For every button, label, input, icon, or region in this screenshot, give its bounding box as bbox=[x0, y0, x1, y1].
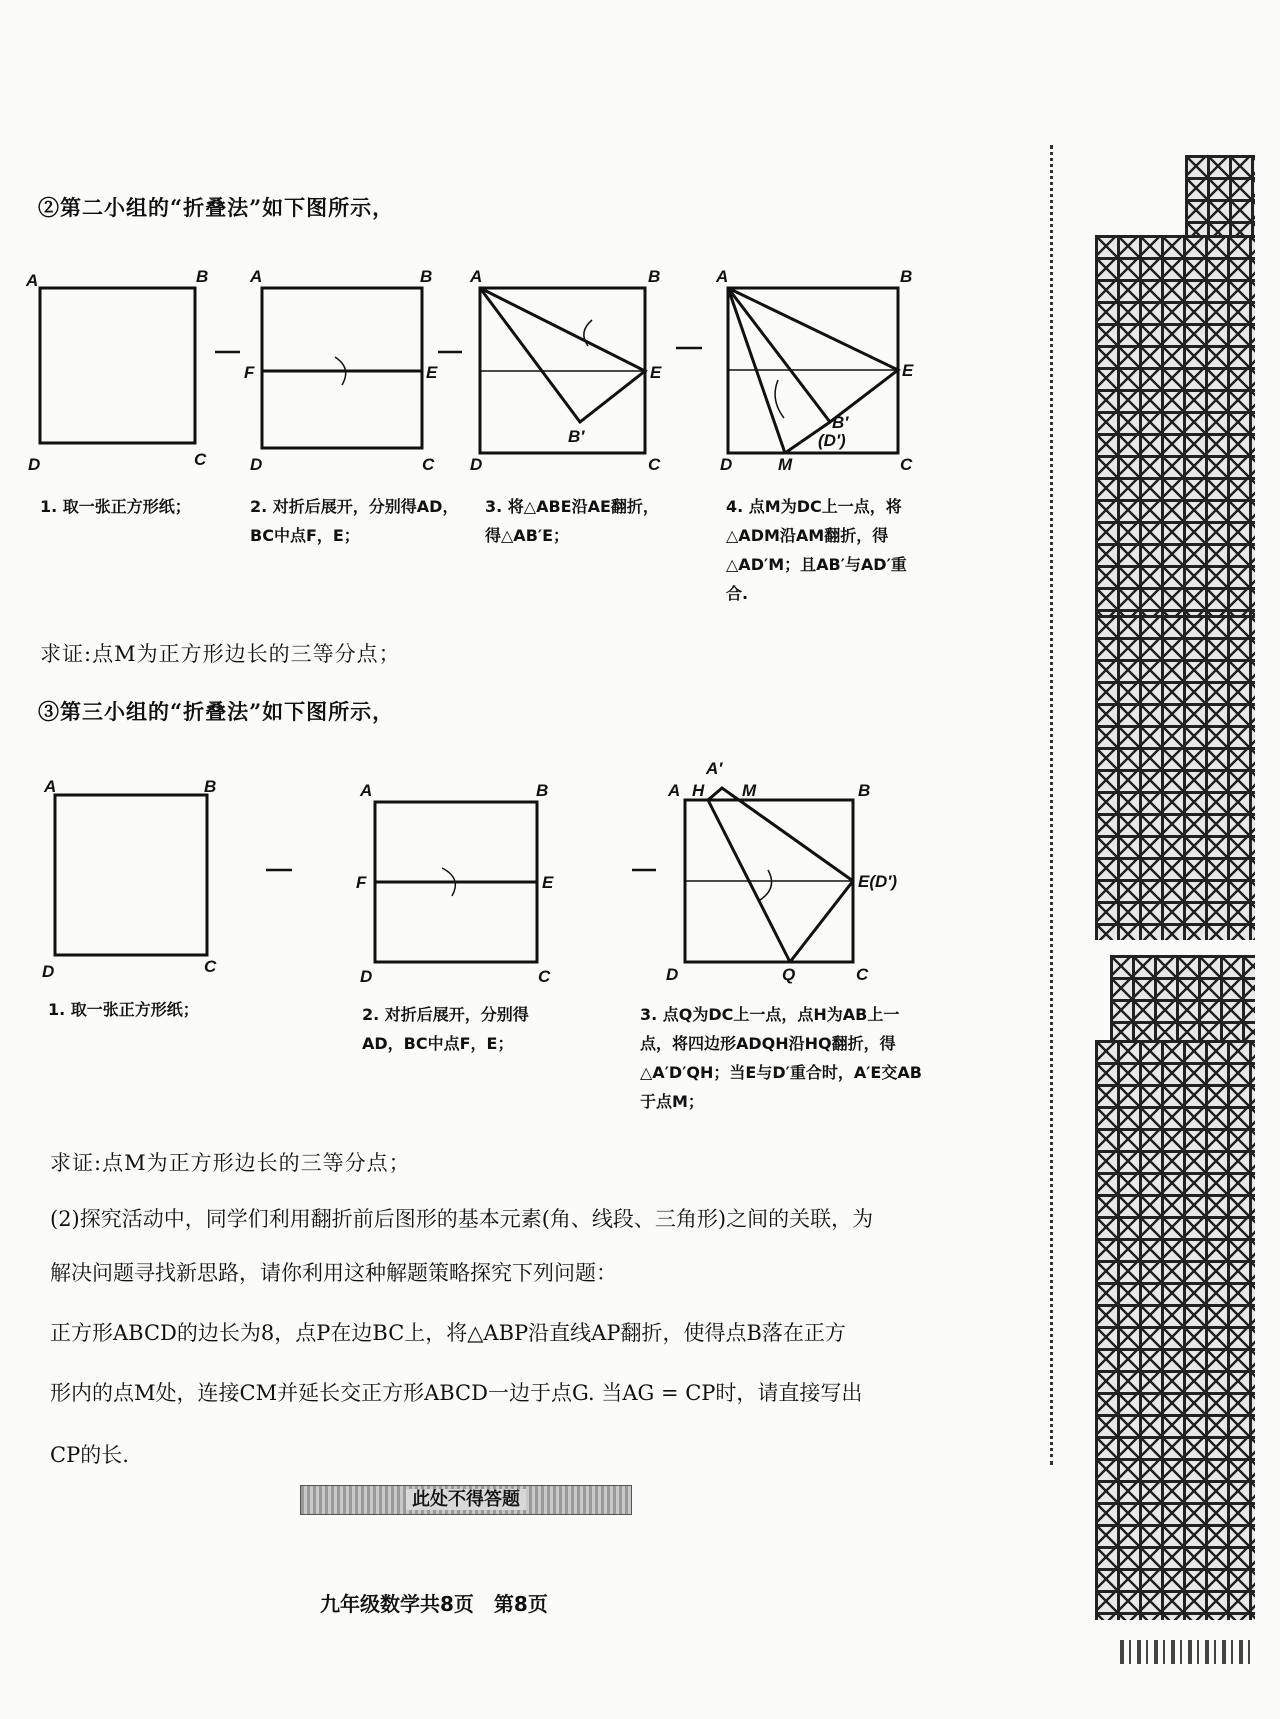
label-M: M bbox=[778, 455, 793, 474]
segment-HApE bbox=[708, 788, 853, 881]
label-D: D bbox=[250, 455, 263, 474]
label-A: A bbox=[716, 267, 729, 286]
label-M: M bbox=[742, 781, 757, 800]
label-C: C bbox=[538, 967, 551, 986]
margin-pattern bbox=[1185, 155, 1255, 235]
part2-line-3: 正方形ABCD的边长为8，点P在边BC上，将△ABP沿直线AP翻折，使得点B落在正方 bbox=[50, 1321, 846, 1345]
label-A: A bbox=[250, 267, 263, 286]
label-A: A bbox=[360, 781, 373, 800]
fold-arc bbox=[775, 380, 784, 418]
label-E: E bbox=[426, 363, 438, 382]
label-E: E bbox=[542, 873, 554, 892]
section2-caption-3: 3. 将△ABE沿AE翻折，得△AB′E； bbox=[485, 497, 659, 545]
margin-pattern bbox=[1095, 235, 1255, 615]
label-B: B bbox=[196, 267, 209, 286]
label-D: D bbox=[720, 455, 733, 474]
section3-caption-1: 1. 取一张正方形纸； bbox=[48, 1000, 199, 1019]
label-D: D bbox=[470, 455, 483, 474]
label-B: B bbox=[858, 781, 871, 800]
square-figure-2 bbox=[262, 288, 422, 448]
label-Ap: A′ bbox=[706, 759, 723, 778]
section2-heading: ②第二小组的“折叠法”如下图所示， bbox=[38, 195, 395, 220]
page-footer: 九年级数学共8页 第8页 bbox=[320, 1592, 548, 1616]
label-F: F bbox=[244, 363, 255, 382]
label-E: E bbox=[650, 363, 662, 382]
label-C: C bbox=[900, 455, 913, 474]
margin-pattern bbox=[1110, 955, 1255, 1040]
label-D: D bbox=[666, 965, 679, 984]
label-A: A bbox=[470, 267, 483, 286]
margin-pattern bbox=[1095, 1040, 1255, 1620]
section2-caption-1: 1. 取一张正方形纸； bbox=[40, 497, 191, 516]
section3-heading: ③第三小组的“折叠法”如下图所示， bbox=[38, 699, 395, 724]
margin-pattern bbox=[1095, 615, 1255, 940]
section3-figures bbox=[0, 750, 960, 990]
label-A: A bbox=[668, 781, 681, 800]
label-C: C bbox=[422, 455, 435, 474]
fold-arc bbox=[760, 870, 772, 900]
label-Q: Q bbox=[782, 965, 796, 984]
label-Bp: B′ bbox=[568, 427, 585, 446]
part2-line-5: CP的长. bbox=[50, 1443, 129, 1467]
part2-line-4: 形内的点M处，连接CM并延长交正方形ABCD一边于点G. 当AG = CP时，请直接写出 bbox=[50, 1381, 863, 1405]
triangle-ABpE bbox=[480, 288, 645, 422]
label-D: D bbox=[28, 455, 41, 474]
label-C: C bbox=[648, 455, 661, 474]
label-F: F bbox=[356, 873, 367, 892]
label-D: D bbox=[42, 962, 55, 981]
label-A: A bbox=[26, 271, 39, 290]
section3-proof: 求证:点M为正方形边长的三等分点； bbox=[50, 1151, 411, 1175]
section2-caption-2: 2. 对折后展开，分别得AD，BC中点F，E； bbox=[250, 497, 459, 545]
label-H: H bbox=[692, 781, 705, 800]
segment-ME bbox=[748, 806, 853, 881]
section3-caption-3: 3. 点Q为DC上一点，点H为AB上一点，将四边形ADQH沿HQ翻折，得△A′D′QH；当E与D′重合时，A′E交AB于点M； bbox=[640, 1005, 922, 1111]
barcode bbox=[1120, 1640, 1255, 1664]
label-C: C bbox=[204, 957, 217, 976]
label-D: D bbox=[360, 967, 373, 986]
label-ED: E(D′) bbox=[858, 872, 898, 891]
triangle-ABpE bbox=[728, 288, 898, 422]
label-B: B bbox=[204, 777, 217, 796]
label-B: B bbox=[900, 267, 913, 286]
no-answer-banner: 此处不得答题 bbox=[300, 1485, 632, 1515]
label-C: C bbox=[194, 450, 207, 469]
section2-proof: 求证:点M为正方形边长的三等分点； bbox=[40, 642, 401, 666]
label-Dp: (D′) bbox=[818, 431, 846, 450]
label-B: B bbox=[536, 781, 549, 800]
segment-QE bbox=[790, 881, 853, 962]
part2-line-1: (2)探究活动中，同学们利用翻折前后图形的基本元素(角、线段、三角形)之间的关联，为 bbox=[50, 1207, 874, 1231]
square-figure-1 bbox=[40, 288, 195, 443]
label-Bp: B′ bbox=[832, 413, 849, 432]
section2-figures bbox=[0, 260, 960, 490]
section3-caption-2: 2. 对折后展开，分别得AD，BC中点F，E； bbox=[362, 1005, 529, 1053]
label-A: A bbox=[44, 777, 57, 796]
section2-caption-4: 4. 点M为DC上一点，将△ADM沿AM翻折，得△AD′M；且AB′与AD′重合. bbox=[726, 497, 907, 603]
label-C: C bbox=[856, 965, 869, 984]
binding-dotted-line bbox=[1050, 145, 1053, 1465]
square-figure-1 bbox=[55, 795, 207, 955]
label-B: B bbox=[648, 267, 661, 286]
label-E: E bbox=[902, 361, 914, 380]
label-B: B bbox=[420, 267, 433, 286]
part2-line-2: 解决问题寻找新思路，请你利用这种解题策略探究下列问题： bbox=[50, 1261, 617, 1285]
